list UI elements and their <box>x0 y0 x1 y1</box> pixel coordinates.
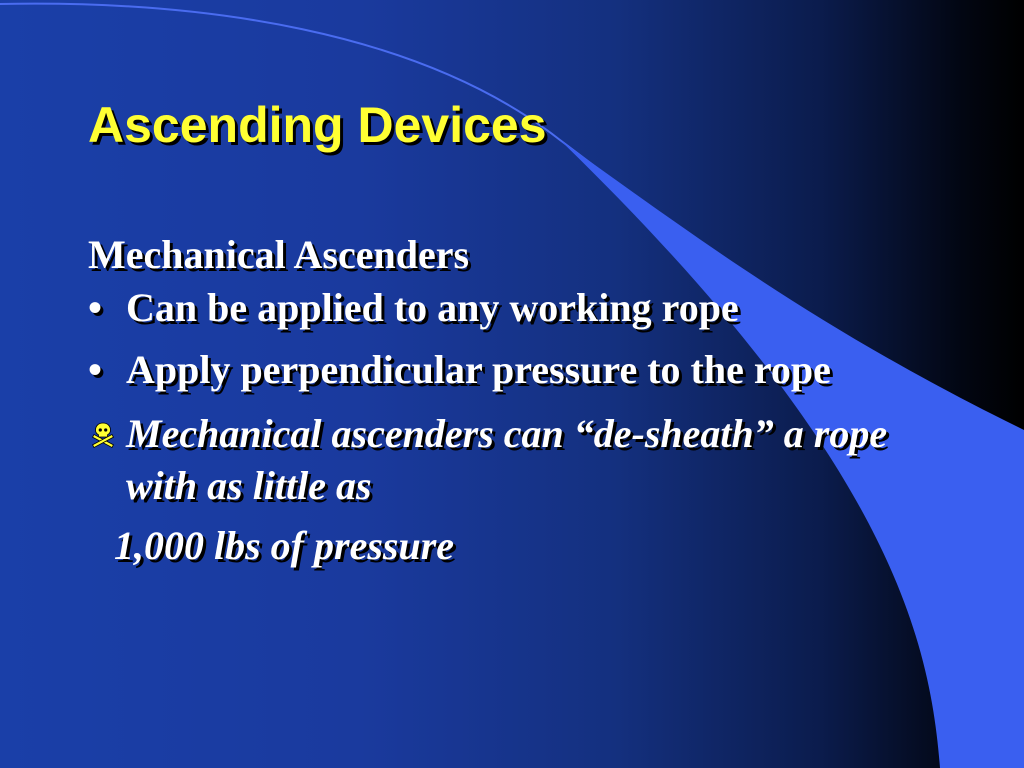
slide-title: Ascending Devices <box>88 97 547 153</box>
bullet-text: Apply perpendicular pressure to the rope <box>126 347 831 392</box>
warning-text: Mechanical ascenders can “de-sheath” a rope with as little as <box>126 411 888 508</box>
bullet-item <box>88 344 968 396</box>
bullet-icon: • <box>88 285 103 330</box>
bullet-item <box>88 282 968 334</box>
section-heading: Mechanical Ascenders <box>88 232 470 277</box>
bullet-text: Can be applied to any working rope <box>126 285 739 330</box>
warning-continuation: 1,000 lbs of pressure <box>114 523 455 568</box>
skull-crossbones-icon <box>88 420 118 450</box>
slide-body <box>88 228 968 572</box>
bullet-icon: • <box>88 347 103 392</box>
warning-item <box>88 408 968 512</box>
